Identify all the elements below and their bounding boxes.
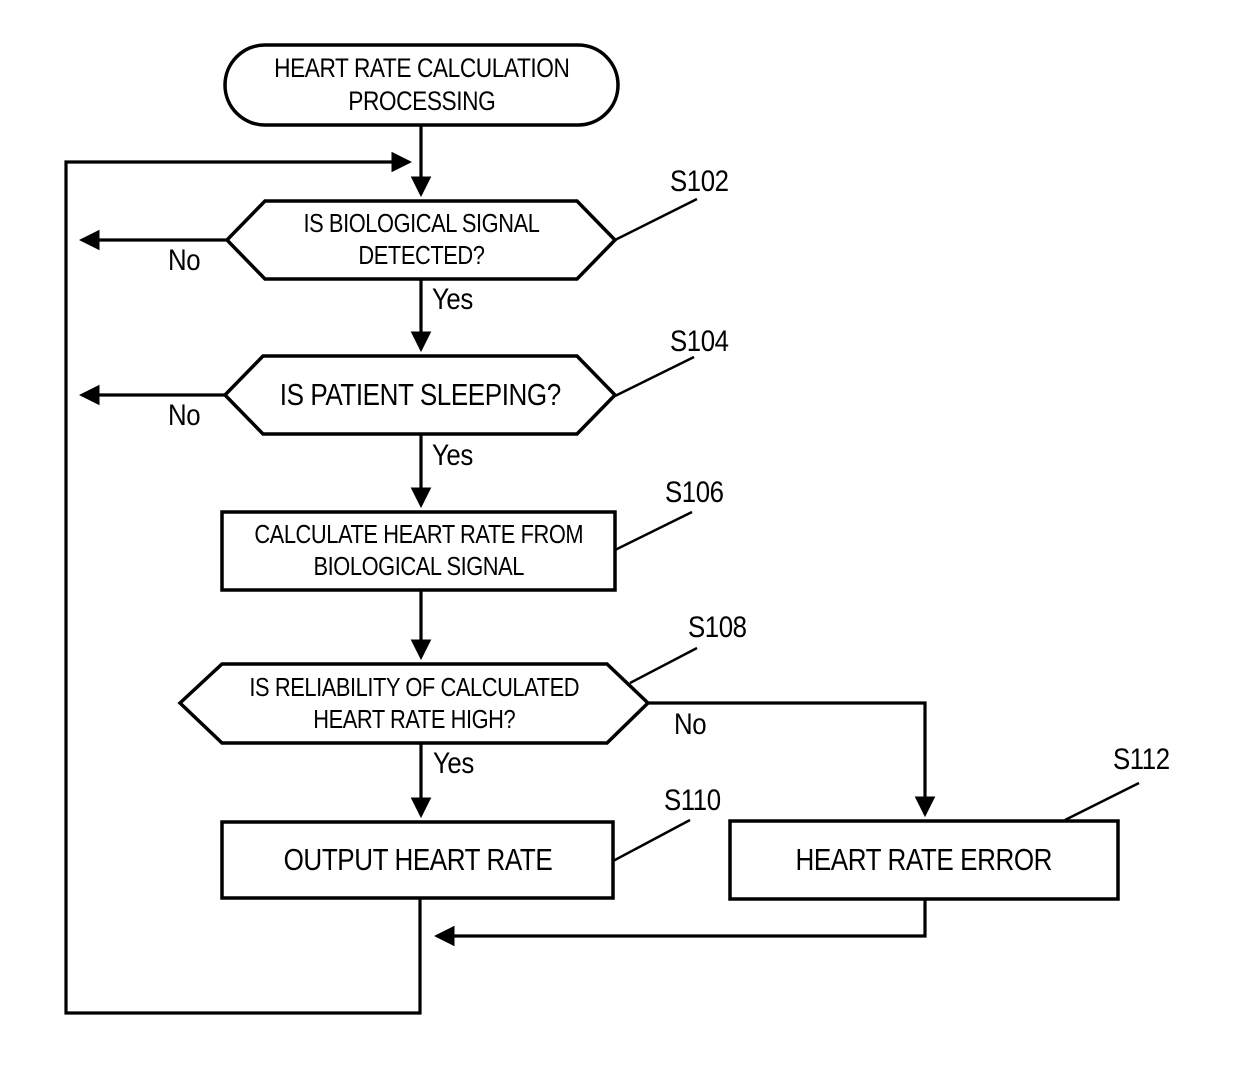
leader-s102 — [615, 199, 697, 240]
branch-label-s102-yes: Yes — [432, 283, 473, 316]
step-ref-s108: S108 — [688, 611, 747, 644]
step-ref-s106: S106 — [665, 476, 724, 509]
branch-label-s104-no: No — [168, 399, 201, 432]
branch-label-s108-yes: Yes — [433, 747, 474, 780]
start-node-label: HEART RATE CALCULATION PROCESSING — [273, 53, 570, 116]
leader-s104 — [615, 357, 694, 396]
process-s110-text: OUTPUT HEART RATE — [283, 842, 552, 878]
branch-label-s102-no: No — [168, 244, 201, 277]
step-ref-s102: S102 — [670, 165, 729, 198]
process-s112-text: HEART RATE ERROR — [795, 842, 1053, 878]
leader-s112 — [1065, 783, 1139, 820]
decision-s102-text: IS BIOLOGICAL SIGNAL DETECTED? — [303, 208, 539, 270]
step-ref-s112: S112 — [1113, 743, 1170, 776]
branch-label-s108-no: No — [674, 708, 707, 741]
step-ref-s104: S104 — [670, 325, 729, 358]
decision-s104-text: IS PATIENT SLEEPING? — [279, 377, 561, 413]
branch-label-s104-yes: Yes — [432, 439, 473, 472]
step-ref-s110: S110 — [664, 784, 721, 817]
leader-s110 — [613, 820, 690, 861]
leader-s106 — [615, 512, 692, 550]
decision-s108-text: IS RELIABILITY OF CALCULATED HEART RATE HIGH? — [249, 671, 579, 734]
connector-s112-merge — [437, 899, 925, 936]
process-s106-text: CALCULATE HEART RATE FROM BIOLOGICAL SIGNAL — [254, 519, 583, 581]
